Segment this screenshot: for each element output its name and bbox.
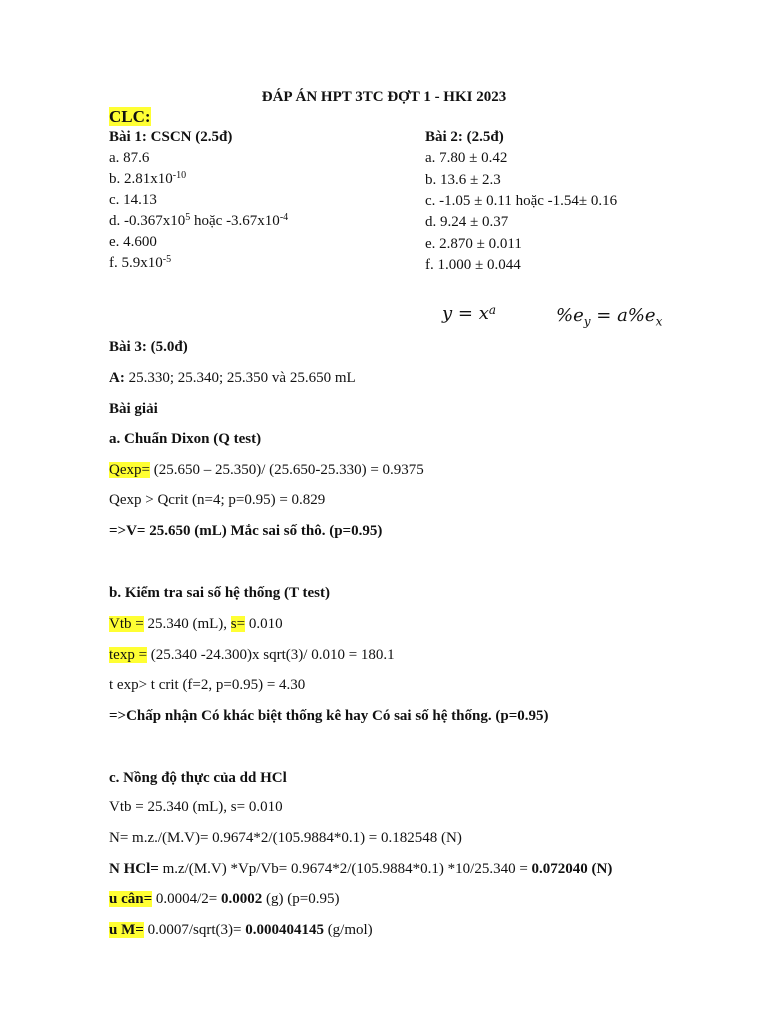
part-b-texp-label: texp =: [109, 647, 148, 663]
part-c-line-1: Vtb = 25.340 (mL), s= 0.010: [109, 799, 283, 815]
bai1-answer-b: [109, 169, 186, 189]
formula-error-lhs: %e: [556, 305, 584, 326]
bai1-b-base: b. 2.81x10: [109, 171, 173, 187]
bai3-data-label: A:: [109, 370, 125, 386]
bai1-answer-e: e. 4.600: [109, 234, 157, 250]
bai1-d-alt: hoặc -3.67x10: [190, 213, 280, 229]
bai3-data-values: 25.330; 25.340; 25.350 và 25.650 mL: [124, 370, 356, 386]
formula-error-sub-x: x: [655, 314, 663, 329]
formula-error: [556, 304, 662, 334]
part-b-s-value: 0.010: [245, 616, 283, 632]
part-c-ucan-label: u cân=: [109, 891, 153, 907]
part-c-nhcl-calc: m.z/(M.V) *Vp/Vb= 0.9674*2/(105.9884*0.1) *10/25.340 =: [158, 861, 532, 877]
bai1-answer-c: c. 14.13: [109, 192, 157, 208]
section-label-text: CLC:: [109, 107, 151, 126]
bai3-solution-label: Bài giải: [109, 401, 158, 417]
bai1-answer-d: [109, 211, 288, 231]
bai1-answer-a: a. 87.6: [109, 150, 150, 166]
bai1-heading: Bài 1: CSCN (2.5đ): [109, 129, 233, 145]
part-a-qexp-label: Qexp=: [109, 462, 150, 478]
part-b-vtb-value: 25.340 (mL),: [143, 616, 231, 632]
bai2-answer-f: f. 1.000 ± 0.044: [425, 257, 521, 273]
formula-power-base: y = x: [442, 303, 489, 324]
part-a-heading: a. Chuẩn Dixon (Q test): [109, 431, 262, 447]
bai1-d-exponent-1: 5: [185, 212, 191, 223]
formula-error-sub-y: y: [583, 314, 591, 329]
document-title: [0, 87, 768, 107]
part-c-line-4: [109, 889, 339, 909]
part-c-line-3: [109, 859, 612, 879]
part-c-ucan-unit: (g) (p=0.95): [262, 891, 340, 907]
part-a-line-2: Qexp > Qcrit (n=4; p=0.95) = 0.829: [109, 492, 326, 508]
part-b-line-3: t exp> t crit (f=2, p=0.95) = 4.30: [109, 677, 306, 693]
part-a-qexp-calc: (25.650 – 25.350)/ (25.650-25.330) = 0.9375: [149, 462, 424, 478]
part-c-ucan-calc: 0.0004/2=: [152, 891, 222, 907]
title-text: ĐÁP ÁN HPT 3TC ĐỢT 1 - HKI 2023: [261, 89, 507, 105]
part-c-line-2: N= m.z./(M.V)= 0.9674*2/(105.9884*0.1) = 0.182548 (N): [109, 830, 462, 846]
bai1-d-exponent-2: -4: [279, 212, 289, 223]
part-c-heading: c. Nồng độ thực của dd HCl: [109, 770, 287, 786]
part-c-um-calc: 0.0007/sqrt(3)=: [143, 922, 246, 938]
part-a-line-1: [109, 460, 424, 480]
part-b-line-2: [109, 645, 395, 665]
bai2-answer-b: b. 13.6 ± 2.3: [425, 172, 501, 188]
part-b-vtb-label: Vtb =: [109, 616, 144, 632]
bai3-data-line: [109, 368, 356, 388]
bai2-answer-e: e. 2.870 ± 0.011: [425, 236, 522, 252]
part-c-nhcl-result: 0.072040 (N): [531, 861, 613, 877]
bai3-heading: Bài 3: (5.0đ): [109, 339, 188, 355]
part-b-line-1: [109, 614, 283, 634]
bai1-d-base: d. -0.367x10: [109, 213, 186, 229]
bai1-answer-f: [109, 253, 171, 273]
part-b-conclusion: =>Chấp nhận Có khác biệt thống kê hay Có sai số hệ thống. (p=0.95): [109, 708, 549, 724]
bai2-answer-c: c. -1.05 ± 0.11 hoặc -1.54± 0.16: [425, 193, 618, 209]
part-b-heading: b. Kiểm tra sai số hệ thống (T test): [109, 585, 330, 601]
part-c-nhcl-label: N HCl=: [109, 861, 159, 877]
part-b-s-label: s=: [230, 616, 246, 632]
formula-power-exponent: a: [488, 303, 497, 317]
part-c-um-unit: (g/mol): [323, 922, 373, 938]
formula-power: [442, 302, 496, 326]
bai1-f-base: f. 5.9x10: [109, 255, 163, 271]
bai2-heading: Bài 2: (2.5đ): [425, 129, 504, 145]
bai2-answer-a: a. 7.80 ± 0.42: [425, 150, 508, 166]
part-c-ucan-result: 0.0002: [221, 891, 263, 907]
formula-error-rhs: = a%e: [590, 305, 656, 326]
bai1-b-exponent: -10: [172, 170, 187, 181]
bai1-f-exponent: -5: [162, 254, 172, 265]
section-label: [109, 107, 151, 127]
bai2-answer-d: d. 9.24 ± 0.37: [425, 214, 509, 230]
part-c-um-label: u M=: [109, 922, 144, 938]
part-c-line-5: [109, 920, 373, 940]
part-a-conclusion: =>V= 25.650 (mL) Mắc sai số thô. (p=0.95): [109, 523, 383, 539]
part-c-um-result: 0.000404145: [245, 922, 324, 938]
part-b-texp-calc: (25.340 -24.300)x sqrt(3)/ 0.010 = 180.1: [147, 647, 395, 663]
